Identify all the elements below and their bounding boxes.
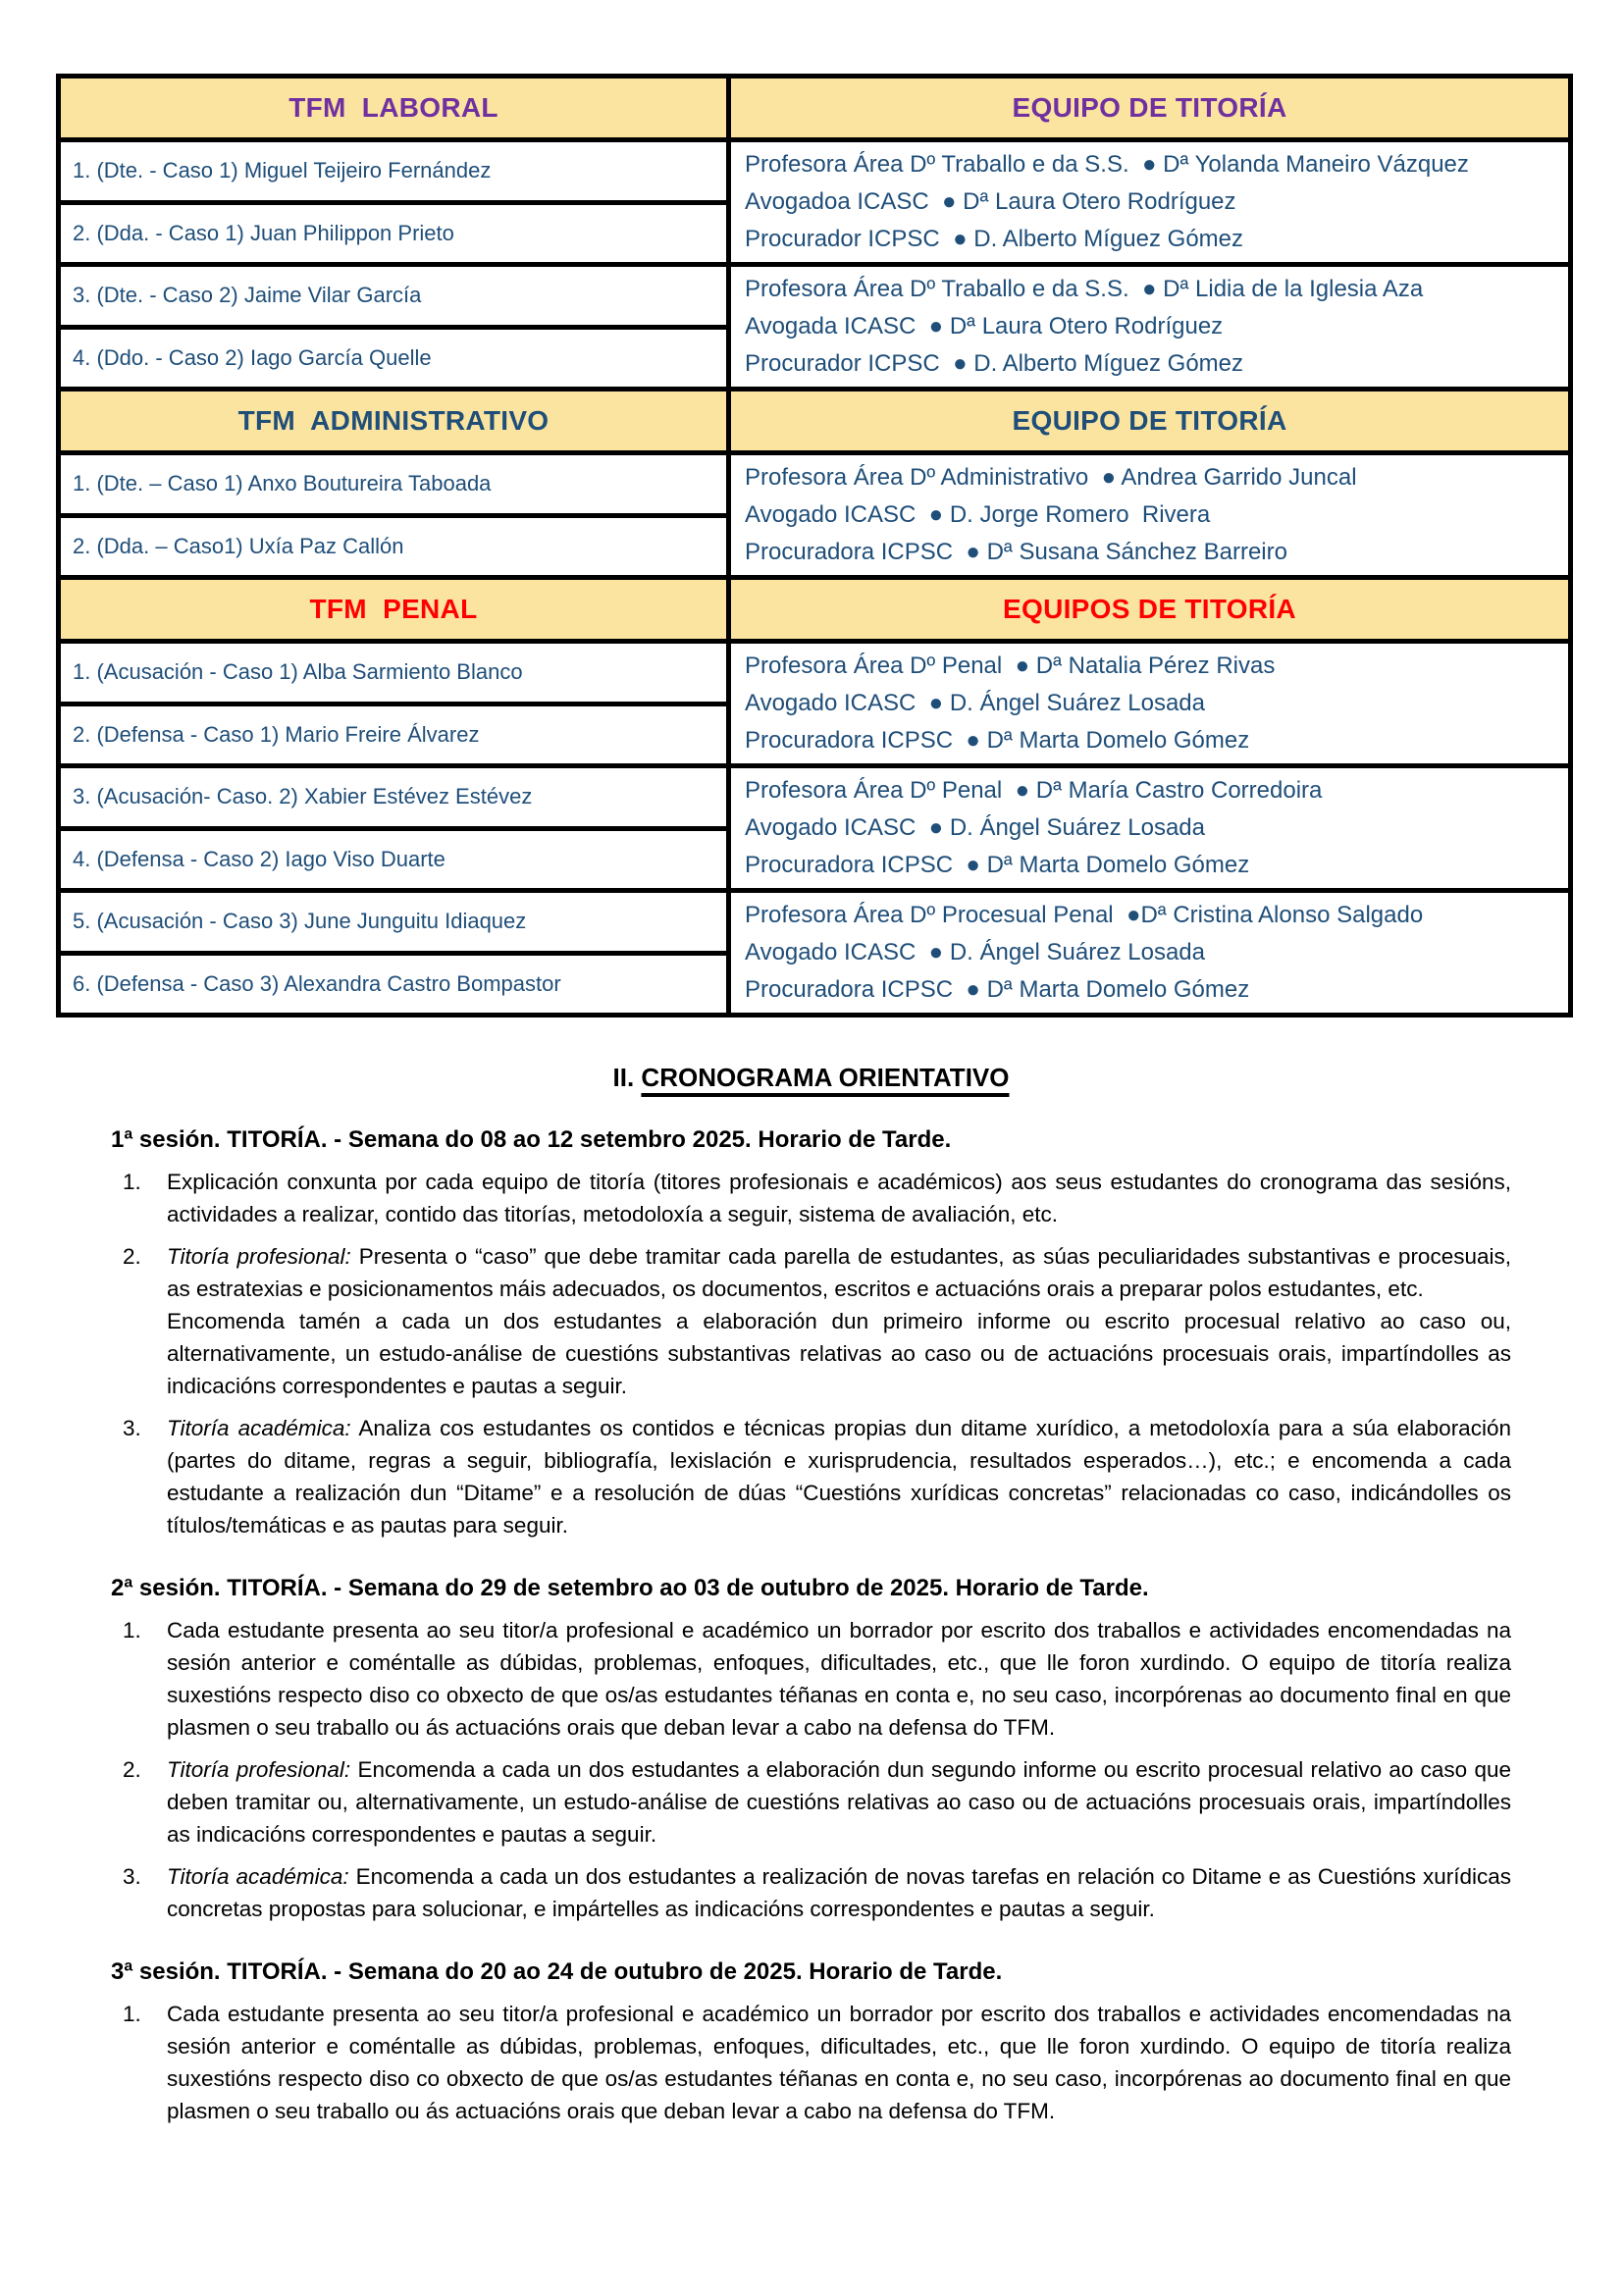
list-item bbox=[111, 1860, 1511, 1925]
item-lead: Titoría académica: bbox=[167, 1864, 349, 1889]
team-line: Profesora Área Dº Traballo e da S.S. ● Dª Yolanda Maneiro Vázquez bbox=[745, 151, 1469, 178]
team-cell bbox=[729, 453, 1571, 578]
item-text: Encomenda a cada un dos estudantes a elaboración dun segundo informe ou escrito procesual relativo ao caso que deben tramitar ou, alternativamente, un estudo-análise de cuestións relativas ao caso ou de actuacións procesuais orais, impartíndolles as indicacións correspondentes e pautas a seguir. bbox=[167, 1757, 1511, 1847]
table-row bbox=[59, 453, 1571, 516]
item-text: Explicación conxunta por cada equipo de titoría (titores profesionais e académicos) aos seus estudantes do cronograma das sesións, actividades a realizar, contido das titorías, metodoloxía a seguir, sistema de avaliación, etc. bbox=[167, 1170, 1511, 1226]
student-cell: 3. (Acusación- Caso. 2) Xabier Estévez Estévez bbox=[59, 766, 729, 829]
cronograma-section bbox=[111, 1063, 1511, 2137]
team-cell bbox=[729, 265, 1571, 390]
team-cell bbox=[729, 891, 1571, 1016]
item-text: Cada estudante presenta ao seu titor/a profesional e académico un borrador por escrito dos traballos e actividades encomendadas na sesión anterior e coméntalle as dúbidas, problemas, enfoques, dificultades, etc., que lle foron xurdindo. O equipo de titoría realiza suxestións respecto diso co obxecto de que os/as estudantes téñanas en conta e, no seu caso, incorpórenas ao documento final en que plasmen o seu traballo ou ás actuacións orais que deban levar a cabo na defensa do TFM. bbox=[167, 2002, 1511, 2123]
table-row bbox=[59, 891, 1571, 954]
table-row bbox=[59, 265, 1571, 328]
list-item bbox=[111, 1614, 1511, 1744]
student-cell: 5. (Acusación - Caso 3) June Junguitu Idiaquez bbox=[59, 891, 729, 954]
student-cell: 1. (Dte. – Caso 1) Anxo Boutureira Taboada bbox=[59, 453, 729, 516]
item-text: Cada estudante presenta ao seu titor/a profesional e académico un borrador por escrito dos traballos e actividades encomendadas na sesión anterior e coméntalle as dúbidas, problemas, enfoques, dificultades, etc., que lle foron xurdindo. O equipo de titoría realiza suxestións respecto diso co obxecto de que os/as estudantes téñanas en conta e, no seu caso, incorpórenas ao documento final en que plasmen o seu traballo ou ás actuacións orais que deban levar a cabo na defensa do TFM. bbox=[167, 1618, 1511, 1740]
session-3-heading: 3ª sesión. TITORÍA. - Semana do 20 ao 24 de outubro de 2025. Horario de Tarde. bbox=[111, 1958, 1003, 1985]
item-lead: Titoría académica: bbox=[167, 1416, 351, 1440]
item-number: 2. bbox=[123, 1244, 141, 1269]
team-cell bbox=[729, 766, 1571, 891]
item-text: Encomenda a cada un dos estudantes a realización de novas tarefas en relación co Ditame e as Cuestións xurídicas concretas propostas para solucionar, e impártelles as indicacións correspondentes e pautas a seguir. bbox=[167, 1864, 1511, 1921]
item-text: Presenta o “caso” que debe tramitar cada parella de estudantes, as súas peculiaridades substantivas e procesuais, as estratexias e posicionamentos máis adecuados, os documentos, escritos e actuacións orais a preparar polos estudantes, etc. bbox=[167, 1244, 1511, 1301]
student-cell: 2. (Dda. - Caso 1) Juan Philippon Prieto bbox=[59, 202, 729, 265]
student-cell: 6. (Defensa - Caso 3) Alexandra Castro Bompastor bbox=[59, 953, 729, 1016]
team-line: Procuradora ICPSC ● Dª Susana Sánchez Barreiro bbox=[745, 539, 1287, 565]
team-line: Avogado ICASC ● D. Ángel Suárez Losada bbox=[745, 690, 1205, 716]
team-line: Profesora Área Dº Penal ● Dª María Castro Corredoira bbox=[745, 777, 1323, 804]
item-number: 2. bbox=[123, 1757, 141, 1782]
table-row bbox=[59, 140, 1571, 203]
student-cell: 4. (Defensa - Caso 2) Iago Viso Duarte bbox=[59, 828, 729, 891]
student-cell: 3. (Dte. - Caso 2) Jaime Vilar García bbox=[59, 265, 729, 328]
item-number: 1. bbox=[123, 1618, 141, 1643]
tfm-assignments-table bbox=[56, 74, 1573, 1017]
team-line: Profesora Área Dº Traballo e da S.S. ● Dª Lidia de la Iglesia Aza bbox=[745, 276, 1424, 302]
list-item bbox=[111, 1412, 1511, 1541]
team-line: Avogada ICASC ● Dª Laura Otero Rodríguez bbox=[745, 313, 1224, 339]
item-number: 3. bbox=[123, 1864, 141, 1889]
student-cell: 1. (Acusación - Caso 1) Alba Sarmiento Blanco bbox=[59, 642, 729, 704]
tfm-administrativo-header: TFM ADMINISTRATIVO bbox=[59, 390, 729, 453]
team-cell bbox=[729, 642, 1571, 766]
session-3 bbox=[111, 1958, 1511, 2127]
session-1 bbox=[111, 1126, 1511, 1541]
team-line: Avogadoa ICASC ● Dª Laura Otero Rodríguez bbox=[745, 188, 1236, 215]
student-cell: 2. (Defensa - Caso 1) Mario Freire Álvarez bbox=[59, 704, 729, 766]
item-number: 3. bbox=[123, 1416, 141, 1440]
student-cell: 1. (Dte. - Caso 1) Miguel Teijeiro Fernández bbox=[59, 140, 729, 203]
list-item bbox=[111, 1998, 1511, 2127]
team-line: Profesora Área Dº Procesual Penal ●Dª Cristina Alonso Salgado bbox=[745, 902, 1424, 928]
team-line: Profesora Área Dº Penal ● Dª Natalia Pérez Rivas bbox=[745, 652, 1276, 679]
student-cell: 4. (Ddo. - Caso 2) Iago García Quelle bbox=[59, 327, 729, 390]
tfm-penal-header: TFM PENAL bbox=[59, 578, 729, 642]
team-line: Avogado ICASC ● D. Ángel Suárez Losada bbox=[745, 814, 1205, 841]
list-item bbox=[111, 1753, 1511, 1851]
table-row bbox=[59, 642, 1571, 704]
list-item bbox=[111, 1240, 1511, 1402]
item-lead: Titoría profesional: bbox=[167, 1757, 351, 1782]
cronograma-title-text: CRONOGRAMA ORIENTATIVO bbox=[641, 1063, 1010, 1092]
item-text-2: Encomenda tamén a cada un dos estudantes a elaboración dun primeiro informe ou escrito procesual relativo ao caso ou, alternativamente, un estudo-análise de cuestións substantivas relativas ao caso ou de actuacións procesuais orais, impartíndolles as indicacións correspondentes e pautas a seguir. bbox=[167, 1309, 1511, 1398]
list-item bbox=[111, 1166, 1511, 1230]
item-text: Analiza cos estudantes os contidos e técnicas propias dun ditame xurídico, a metodoloxía para a súa elaboración (partes do ditame, regras a seguir, bibliografía, lexislación e xurisprudencia, resultados esperados…), etc.; e encomenda a cada estudante a realización dun “Ditame” e a resolución de dúas “Cuestións xurídicas concretas” relacionadas co caso, indicándolles os títulos/temáticas e as pautas para seguir. bbox=[167, 1416, 1511, 1538]
item-lead: Titoría profesional: bbox=[167, 1244, 351, 1269]
table-row bbox=[59, 766, 1571, 829]
session-1-heading: 1ª sesión. TITORÍA. - Semana do 08 ao 12 setembro 2025. Horario de Tarde. bbox=[111, 1126, 952, 1153]
session-2-heading: 2ª sesión. TITORÍA. - Semana do 29 de setembro ao 03 de outubro de 2025. Horario de Tarde. bbox=[111, 1575, 1149, 1601]
team-line: Procurador ICPSC ● D. Alberto Míguez Gómez bbox=[745, 226, 1244, 252]
laboral-header-row bbox=[59, 77, 1571, 140]
team-line: Procurador ICPSC ● D. Alberto Míguez Gómez bbox=[745, 350, 1244, 377]
team-line: Profesora Área Dº Administrativo ● Andrea Garrido Juncal bbox=[745, 464, 1357, 491]
session-2 bbox=[111, 1575, 1511, 1925]
item-number: 1. bbox=[123, 1170, 141, 1194]
penal-header-row bbox=[59, 578, 1571, 642]
tfm-laboral-header: TFM LABORAL bbox=[59, 77, 729, 140]
administrativo-team-header: EQUIPO DE TITORÍA bbox=[729, 390, 1571, 453]
administrativo-header-row bbox=[59, 390, 1571, 453]
laboral-team-header: EQUIPO DE TITORÍA bbox=[729, 77, 1571, 140]
cronograma-title-prefix: II. bbox=[612, 1063, 635, 1092]
team-line: Procuradora ICPSC ● Dª Marta Domelo Gómez bbox=[745, 976, 1250, 1003]
item-number: 1. bbox=[123, 2002, 141, 2026]
team-line: Avogado ICASC ● D. Jorge Romero Rivera bbox=[745, 501, 1211, 528]
penal-team-header: EQUIPOS DE TITORÍA bbox=[729, 578, 1571, 642]
team-line: Avogado ICASC ● D. Ángel Suárez Losada bbox=[745, 939, 1205, 965]
student-cell: 2. (Dda. – Caso1) Uxía Paz Callón bbox=[59, 515, 729, 578]
team-line: Procuradora ICPSC ● Dª Marta Domelo Gómez bbox=[745, 727, 1250, 754]
team-line: Procuradora ICPSC ● Dª Marta Domelo Gómez bbox=[745, 852, 1250, 878]
team-cell bbox=[729, 140, 1571, 265]
cronograma-title bbox=[111, 1063, 1511, 1093]
